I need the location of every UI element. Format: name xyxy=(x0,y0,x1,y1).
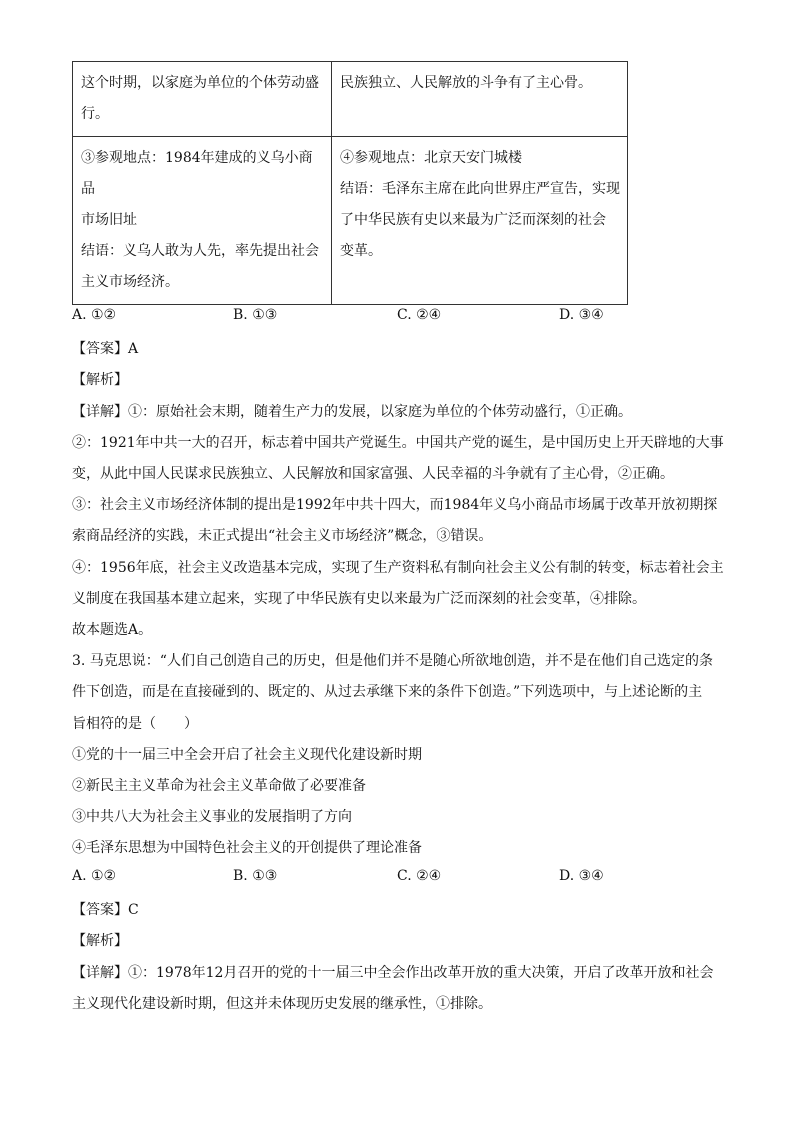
q2-option-d: D. ③④ xyxy=(559,307,604,323)
q2-analysis-line: 义制度在我国基本建立起来，实现了中华民族有史以来最为广泛而深刻的社会变革，④排除。 xyxy=(72,591,646,607)
q2-analysis-line: 变，从此中国人民谋求民族独立、人民解放和国家富强、人民幸福的斗争就有了主心骨，②正确。 xyxy=(72,466,674,482)
q3-answer: 【答案】C xyxy=(72,902,139,918)
q3-option-d: D. ③④ xyxy=(559,868,604,884)
q2-answer: 【答案】A xyxy=(72,341,139,357)
q3-option-a: A. ①② xyxy=(72,868,117,884)
q2-option-b: B. ①③ xyxy=(233,307,278,323)
table-cell-r1c1 xyxy=(73,62,332,137)
q2-analysis-line: ③：社会主义市场经济体制的提出是1992年中共十四大，而1984年义乌小商品市场属于改革开放初期探 xyxy=(72,497,718,513)
q3-item: ③中共八大为社会主义事业的发展指明了方向 xyxy=(72,809,352,825)
cell-line: ④参观地点：北京天安门城楼 xyxy=(340,150,522,166)
q2-option-c: C. ②④ xyxy=(397,307,442,323)
q2-analysis-label: 【解析】 xyxy=(72,372,128,388)
q3-stem-line: 旨相符的是（ ） xyxy=(72,716,198,732)
cell-line: 变革。 xyxy=(340,243,382,259)
cell-line: 行。 xyxy=(81,106,109,122)
cell-line: 结语：义乌人敢为人先，率先提出社会 xyxy=(81,243,319,259)
q2-analysis-line: 【详解】①：原始社会末期，随着生产力的发展，以家庭为单位的个体劳动盛行，①正确。 xyxy=(72,404,632,420)
cell-line: 这个时期，以家庭为单位的个体劳动盛 xyxy=(81,75,319,91)
q2-option-a: A. ①② xyxy=(72,307,117,323)
q3-analysis-line: 主义现代化建设新时期，但这并未体现历史发展的继承性，①排除。 xyxy=(72,996,492,1012)
cell-line: 结语：毛泽东主席在此向世界庄严宣告，实现 xyxy=(340,181,620,197)
cell-line: ③参观地点：1984年建成的义乌小商品 xyxy=(81,150,313,197)
q3-analysis-line: 【详解】①：1978年12月召开的党的十一届三中全会作出改革开放的重大决策，开启了改革开放和社会 xyxy=(72,965,714,981)
cell-line: 了中华民族有史以来最为广泛而深刻的社会 xyxy=(340,212,606,228)
q3-item: ②新民主主义革命为社会主义革命做了必要准备 xyxy=(72,778,366,794)
q3-stem-line: 件下创造，而是在直接碰到的、既定的、从过去承继下来的条件下创造。”下列选项中，与上述论断的主 xyxy=(72,684,703,700)
q2-analysis-line: ④：1956年底，社会主义改造基本完成，实现了生产资料私有制向社会主义公有制的转变，标志着社会主 xyxy=(72,560,724,576)
table-cell-r2c2 xyxy=(332,137,628,305)
cell-line: 市场旧址 xyxy=(81,212,137,228)
q3-stem-line: 3. 马克思说：“人们自己创造自己的历史，但是他们并不是随心所欲地创造，并不是在他们自己选定的条 xyxy=(72,653,713,669)
q3-option-b: B. ①③ xyxy=(233,868,278,884)
q3-item: ④毛泽东思想为中国特色社会主义的开创提供了理论准备 xyxy=(72,840,422,856)
q2-analysis-line: ②：1921年中共一大的召开，标志着中国共产党诞生。中国共产党的诞生，是中国历史上开天辟地的大事 xyxy=(72,435,724,451)
table-row xyxy=(73,137,628,305)
table-cell-r1c2 xyxy=(332,62,628,137)
q3-analysis-label: 【解析】 xyxy=(72,933,128,949)
q3-option-c: C. ②④ xyxy=(397,868,442,884)
table-cell-r2c1 xyxy=(73,137,332,305)
q2-analysis-line: 索商品经济的实践，未正式提出“社会主义市场经济”概念，③错误。 xyxy=(72,528,493,544)
q3-options xyxy=(72,868,712,892)
q2-options xyxy=(72,307,712,331)
q2-conclusion: 故本题选A。 xyxy=(72,622,153,638)
table-row xyxy=(73,62,628,137)
site-visit-table xyxy=(72,61,628,305)
cell-line: 民族独立、人民解放的斗争有了主心骨。 xyxy=(340,75,592,91)
cell-line: 主义市场经济。 xyxy=(81,274,179,290)
q3-item: ①党的十一届三中全会开启了社会主义现代化建设新时期 xyxy=(72,747,422,763)
